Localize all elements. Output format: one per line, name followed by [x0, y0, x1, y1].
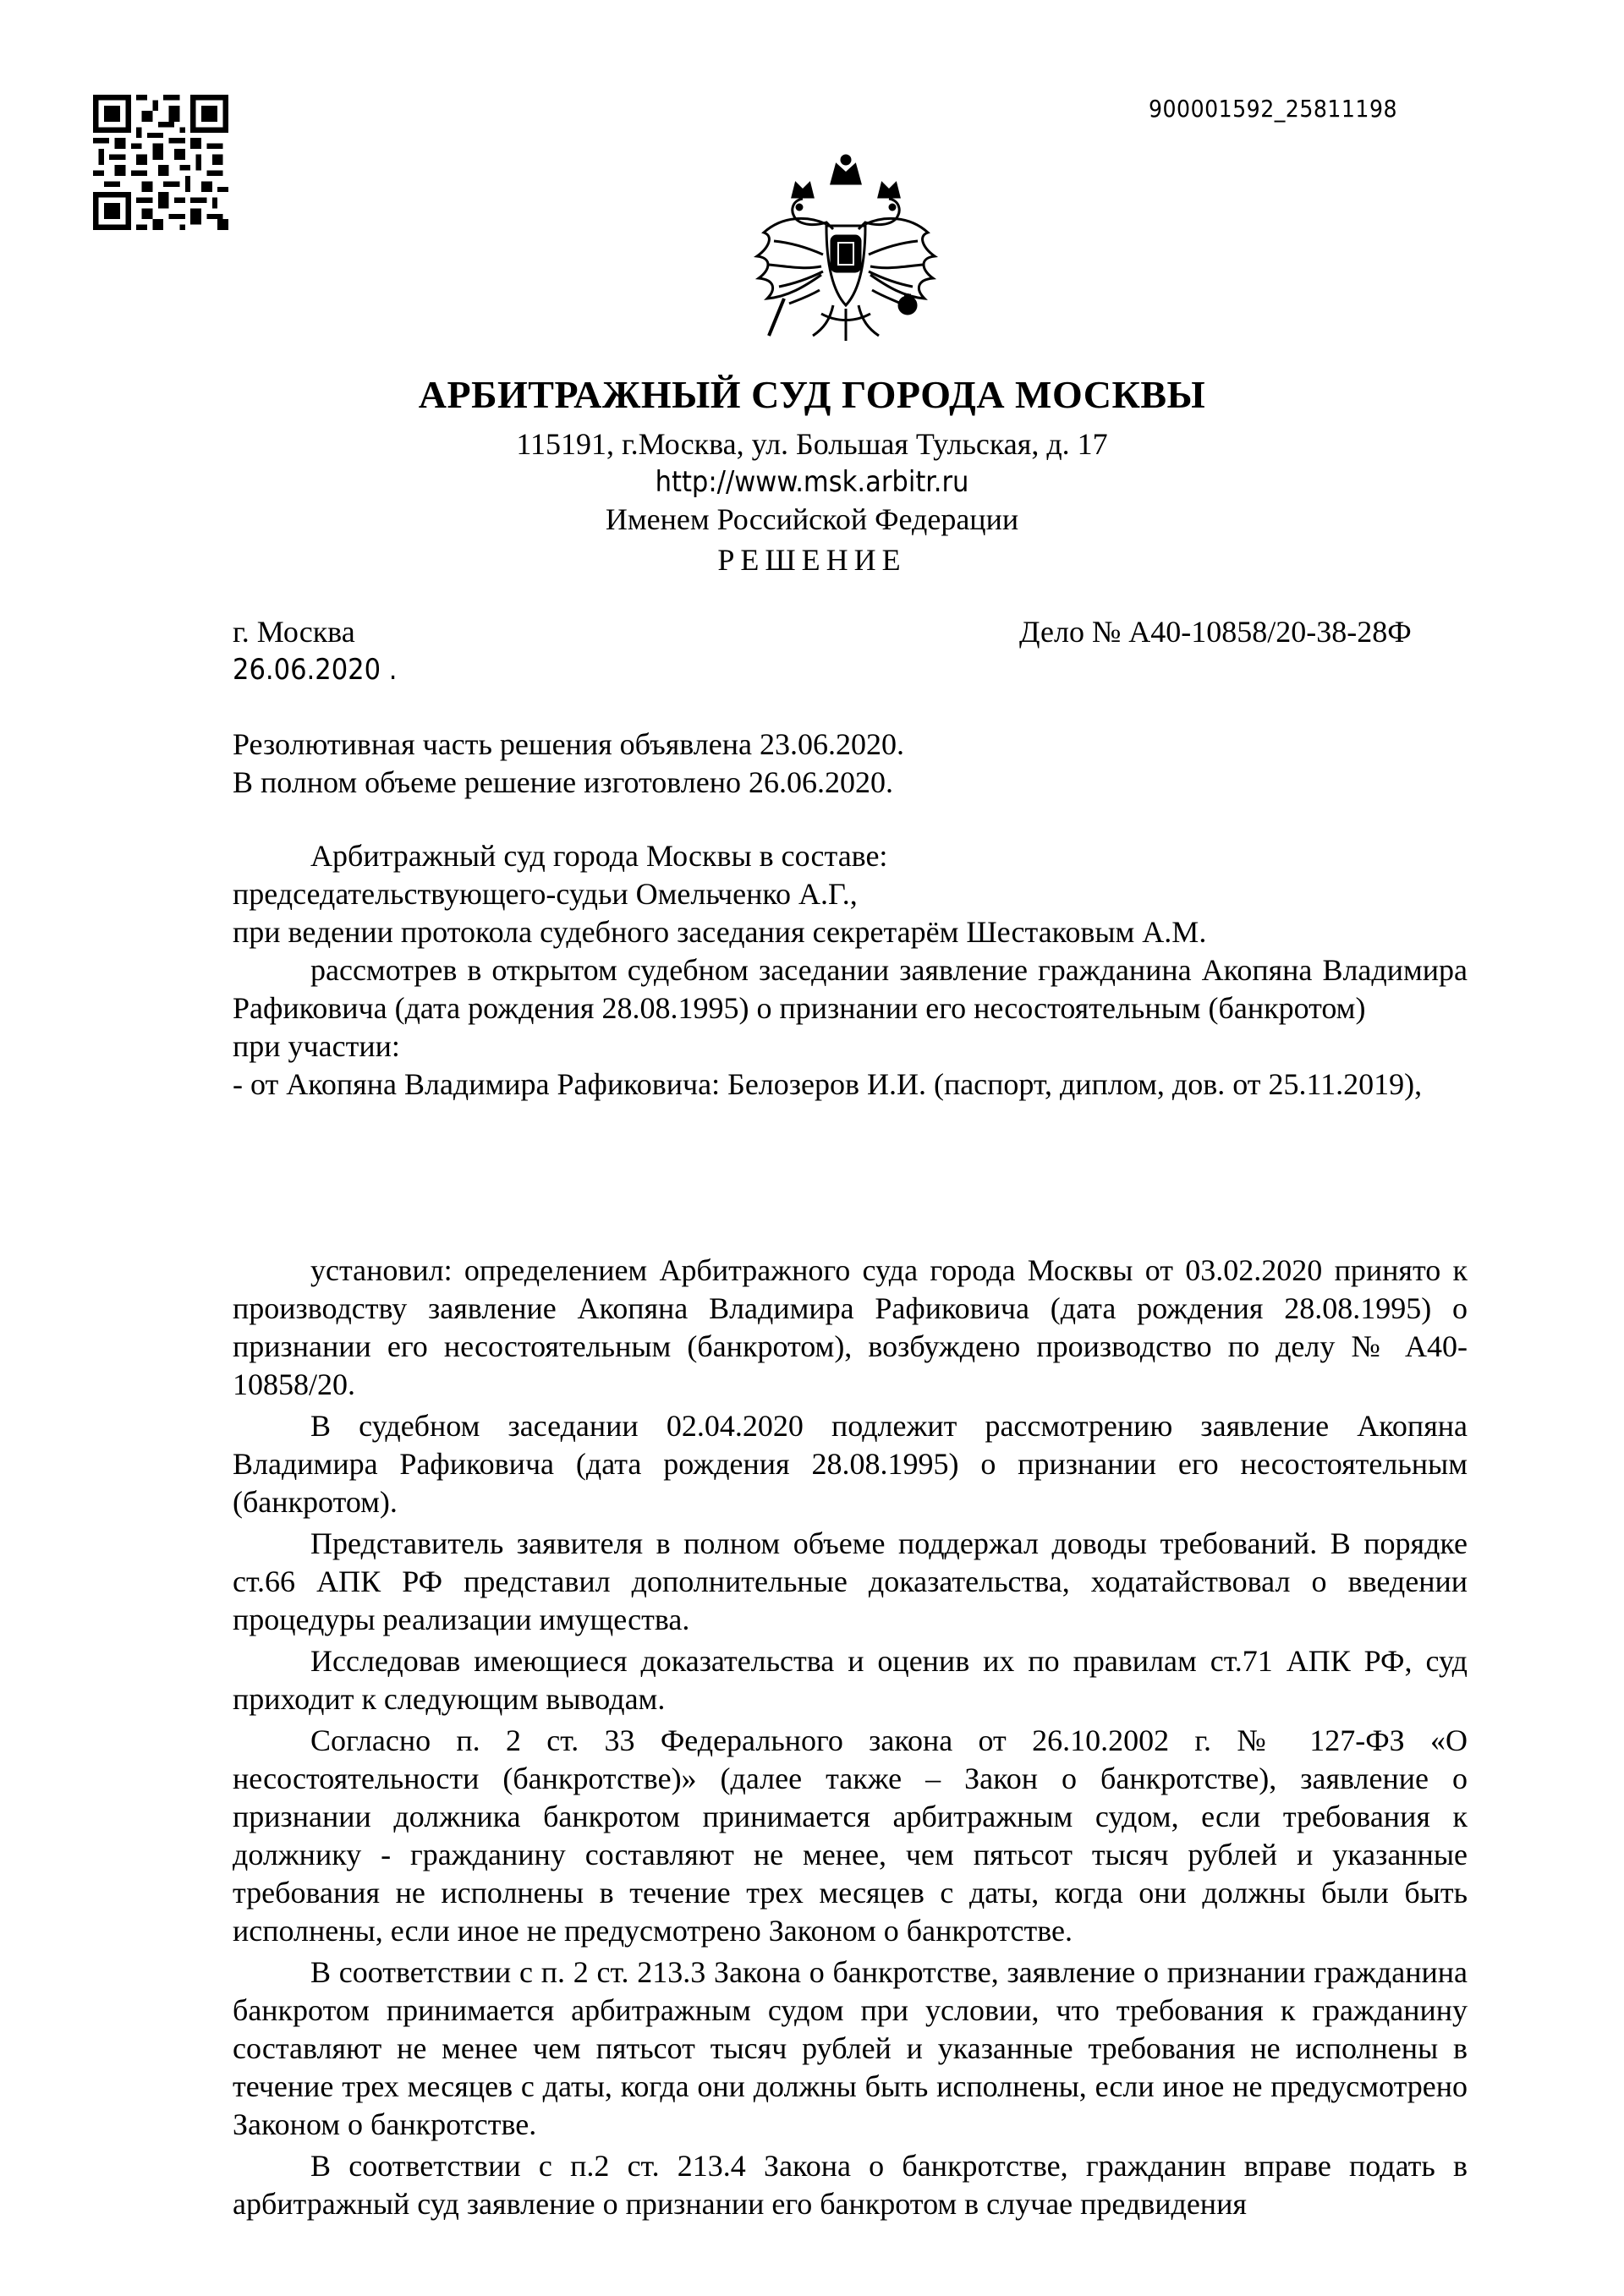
paragraph: В судебном заседании 02.04.2020 подлежит рассмотрению заявление Акопяна Владимира Рафиковича (дата рождения 28.08.1995) о признании его несостоятельным (банкротом). — [233, 1409, 1468, 1519]
paragraph: В соответствии с п.2 ст. 213.4 Закона о банкротстве, гражданин вправе подать в арбитражный суд заявление о признании его банкротом в случае предвидения — [233, 2149, 1468, 2221]
court-secretary: при ведении протокола судебного заседания секретарём Шестаковым А.М. — [233, 915, 1207, 949]
court-address: 115191, г.Москва, ул. Большая Тульская, д. 17 — [516, 427, 1108, 461]
full-decision-announcement: В полном объеме решение изготовлено 26.06.2020. — [233, 765, 893, 799]
paragraph: В соответствии с п. 2 ст. 213.3 Закона о банкротстве, заявление о признании гражданина банкротом принимается арбитражным судом при условии, что требования к гражданину составляют не менее чем пятьсот тысяч рублей и указанные требования не исполнены в течение трех месяцев с даты, когда они должны быть исполнены, если иное не предусмотрено Законом о банкротстве. — [233, 1955, 1468, 2141]
case-number: Дело № А40-10858/20-38-28Ф — [1019, 615, 1412, 649]
paragraph: установил: определением Арбитражного суда города Москвы от 03.02.2020 принято к производству заявление Акопяна Владимира Рафиковича (дата рождения 28.08.1995) о признании его несостоятельным (банкротом), возбуждено производство по делу № А40-10858/20. — [233, 1253, 1468, 1401]
in-the-name-of-line: Именем Российской Федерации — [605, 502, 1019, 536]
paragraph: Исследовав имеющиеся доказательства и оценив их по правилам ст.71 АПК РФ, суд приходит к следующим выводам. — [233, 1644, 1468, 1716]
presiding-judge: председательствующего-судьи Омельченко А.Г., — [233, 877, 858, 911]
coat-of-arms-icon — [749, 148, 943, 351]
court-website-link[interactable]: http://www.msk.arbitr.ru — [655, 465, 969, 499]
paragraph: Представитель заявителя в полном объеме поддержал доводы требований. В порядке ст.66 АПК РФ представил дополнительные доказательства, ходатайствовал о введении процедуры реализации имущества. — [233, 1526, 1468, 1636]
considered-application: рассмотрев в открытом судебном заседании заявление гражданина Акопяна Владимира Рафиковича (дата рождения 28.08.1995) о признании его несостоятельным (банкротом) — [233, 953, 1468, 1025]
participation-label: при участии: — [233, 1029, 400, 1063]
document-barcode-id: 900001592_25811198 — [1149, 95, 1397, 123]
decision-date: 26.06.2020 . — [233, 653, 398, 687]
court-composition: Арбитражный суд города Москвы в составе: — [310, 839, 888, 873]
court-name: АРБИТРАЖНЫЙ СУД ГОРОДА МОСКВЫ — [418, 373, 1206, 416]
paragraph: Согласно п. 2 ст. 33 Федерального закона от 26.10.2002 г. № 127-ФЗ «О несостоятельности (банкротстве)» (далее также – Закон о банкротстве), заявление о признании должника банкротом принимается арбитражным судом, если требования к должнику - гражданину составляют не менее, чем пятьсот тысяч рублей и указанные требования не исполнены в течение трех месяцев с даты, когда они должны были быть исполнены, если иное не предусмотрено Законом о банкротстве. — [233, 1723, 1468, 1948]
document-type-heading: РЕШЕНИЕ — [717, 543, 907, 577]
city: г. Москва — [233, 615, 355, 649]
qr-code-icon — [93, 95, 228, 230]
decision-body — [233, 1252, 1468, 2227]
preamble — [233, 837, 1468, 1104]
participant-representative: - от Акопяна Владимира Рафиковича: Белозеров И.И. (паспорт, диплом, дов. от 25.11.2019), — [233, 1067, 1423, 1101]
operative-part-announcement: Резолютивная часть решения объявлена 23.06.2020. — [233, 727, 904, 761]
